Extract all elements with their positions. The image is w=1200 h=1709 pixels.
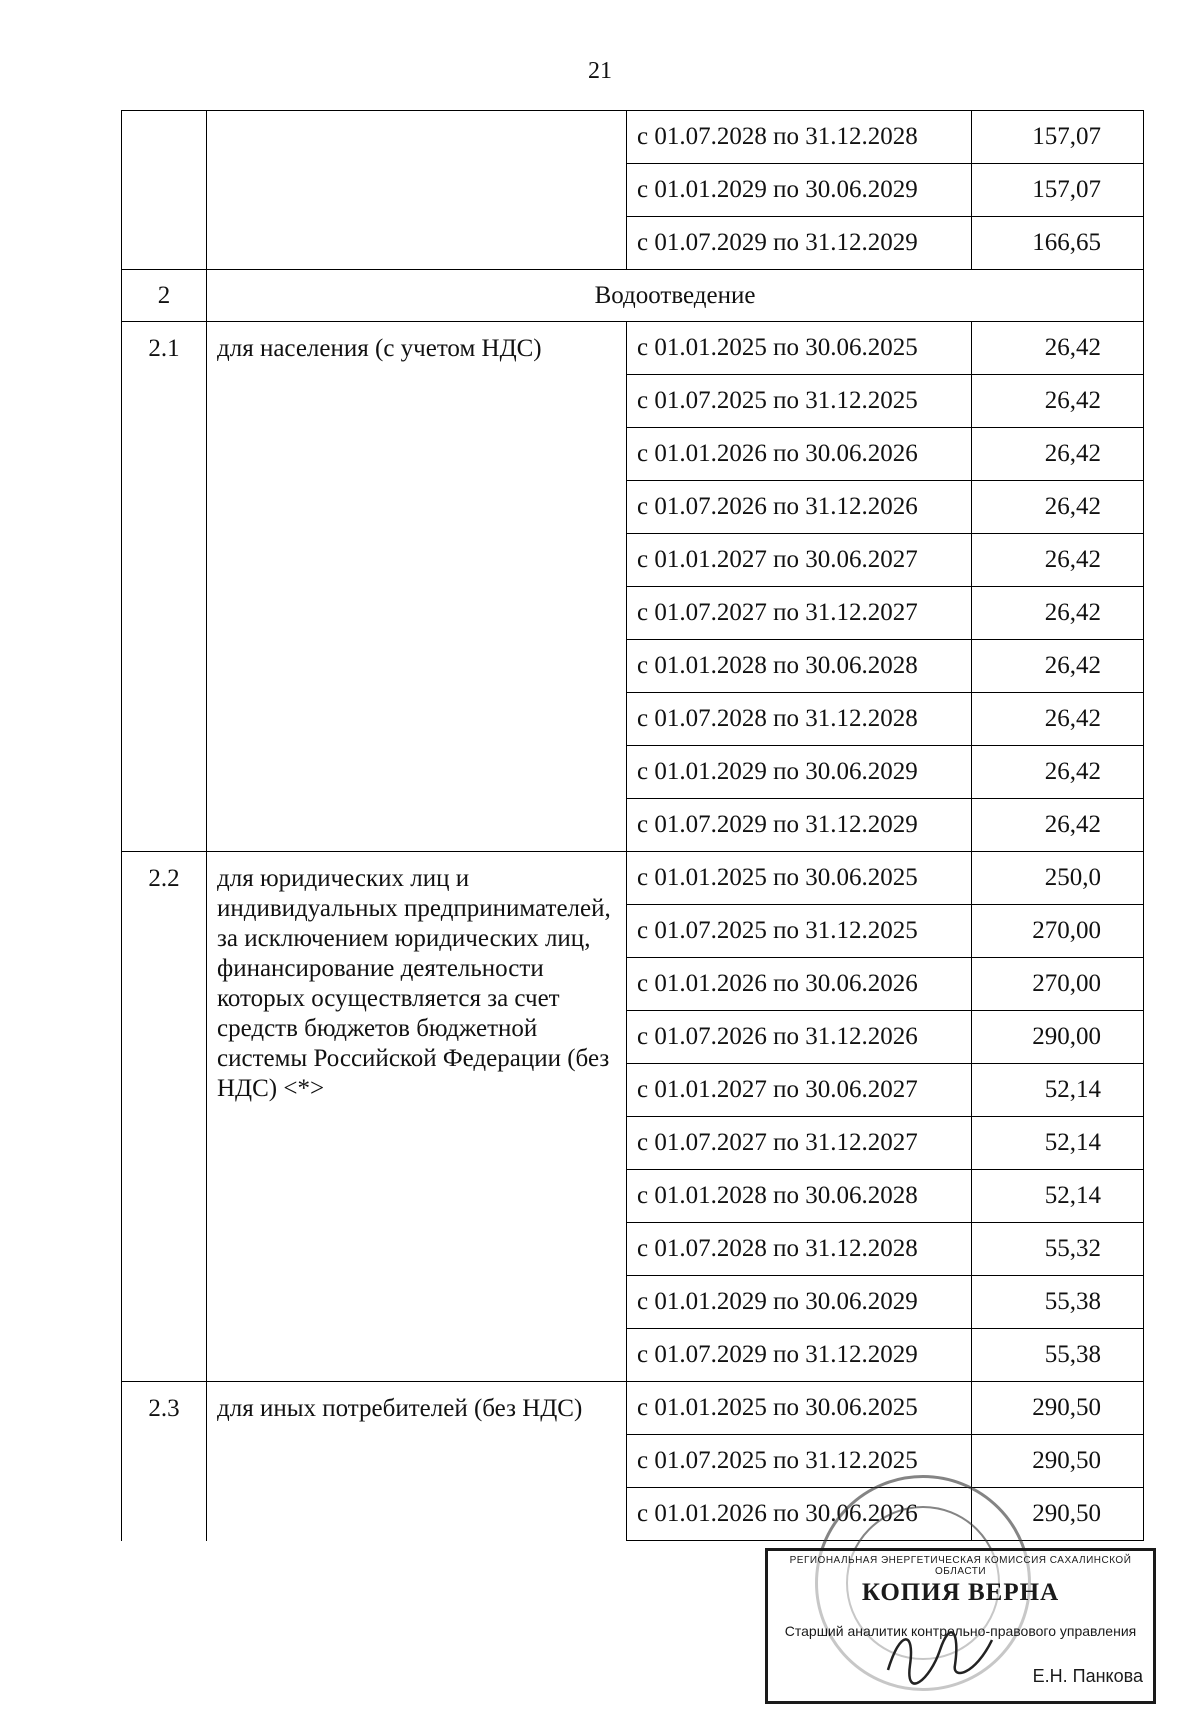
table-row — [122, 322, 1144, 375]
period-cell: с 01.01.2028 по 30.06.2028 — [627, 1170, 972, 1223]
period-cell: с 01.07.2025 по 31.12.2025 — [627, 905, 972, 958]
tariff-table — [121, 110, 1144, 1541]
tariff-value-cell: 270,00 — [972, 958, 1144, 1011]
consumer-cell — [207, 111, 627, 270]
stamp-position: Старший аналитик контрольно-правового управления — [784, 1623, 1137, 1639]
tariff-value-cell: 52,14 — [972, 1170, 1144, 1223]
section-title: Водоотведение — [207, 270, 1144, 322]
consumer-cell: для населения (с учетом НДС) — [207, 322, 627, 852]
period-cell: с 01.07.2028 по 31.12.2028 — [627, 693, 972, 746]
period-cell: с 01.07.2026 по 31.12.2026 — [627, 1011, 972, 1064]
tariff-value-cell: 26,42 — [972, 534, 1144, 587]
table-row — [122, 111, 1144, 164]
period-cell: с 01.07.2025 по 31.12.2025 — [627, 375, 972, 428]
period-cell: с 01.01.2028 по 30.06.2028 — [627, 640, 972, 693]
period-cell: с 01.01.2025 по 30.06.2025 — [627, 1382, 972, 1435]
period-cell: с 01.01.2025 по 30.06.2025 — [627, 852, 972, 905]
tariff-value-cell: 166,65 — [972, 217, 1144, 270]
period-cell: с 01.01.2025 по 30.06.2025 — [627, 322, 972, 375]
period-cell: с 01.07.2028 по 31.12.2028 — [627, 1223, 972, 1276]
tariff-value-cell: 26,42 — [972, 428, 1144, 481]
page-number: 21 — [588, 58, 612, 84]
tariff-value-cell: 250,0 — [972, 852, 1144, 905]
period-cell: с 01.01.2027 по 30.06.2027 — [627, 534, 972, 587]
period-cell: с 01.07.2027 по 31.12.2027 — [627, 587, 972, 640]
period-cell: с 01.01.2029 по 30.06.2029 — [627, 746, 972, 799]
row-number-cell: 2.1 — [122, 322, 207, 852]
period-cell: с 01.07.2028 по 31.12.2028 — [627, 111, 972, 164]
period-cell: с 01.07.2026 по 31.12.2026 — [627, 481, 972, 534]
tariff-value-cell: 26,42 — [972, 322, 1144, 375]
table-row — [122, 1382, 1144, 1435]
period-cell: с 01.01.2026 по 30.06.2026 — [627, 428, 972, 481]
consumer-cell: для иных потребителей (без НДС) — [207, 1382, 627, 1541]
tariff-value-cell: 290,50 — [972, 1382, 1144, 1435]
tariff-value-cell: 26,42 — [972, 746, 1144, 799]
section-number: 2 — [122, 270, 207, 322]
stamp-organization: РЕГИОНАЛЬНАЯ ЭНЕРГЕТИЧЕСКАЯ КОМИССИЯ САХАЛИНСКОЙ ОБЛАСТИ — [789, 1555, 1132, 1577]
tariff-value-cell: 26,42 — [972, 640, 1144, 693]
tariff-value-cell: 26,42 — [972, 375, 1144, 428]
tariff-value-cell: 157,07 — [972, 164, 1144, 217]
row-number-cell — [122, 111, 207, 270]
tariff-value-cell: 26,42 — [972, 693, 1144, 746]
period-cell: с 01.07.2029 по 31.12.2029 — [627, 217, 972, 270]
period-cell: с 01.07.2027 по 31.12.2027 — [627, 1117, 972, 1170]
tariff-value-cell: 55,38 — [972, 1329, 1144, 1382]
period-cell: с 01.01.2029 по 30.06.2029 — [627, 1276, 972, 1329]
tariff-value-cell: 270,00 — [972, 905, 1144, 958]
tariff-value-cell: 26,42 — [972, 799, 1144, 852]
period-cell: с 01.07.2025 по 31.12.2025 — [627, 1435, 972, 1488]
row-number-cell: 2.3 — [122, 1382, 207, 1541]
tariff-value-cell: 26,42 — [972, 587, 1144, 640]
table-row — [122, 852, 1144, 905]
row-number-cell: 2.2 — [122, 852, 207, 1382]
period-cell: с 01.07.2029 по 31.12.2029 — [627, 1329, 972, 1382]
section-row — [122, 270, 1144, 322]
tariff-value-cell: 52,14 — [972, 1117, 1144, 1170]
period-cell: с 01.01.2026 по 30.06.2026 — [627, 958, 972, 1011]
stamp-signatory-name: Е.Н. Панкова — [1032, 1666, 1143, 1686]
tariff-value-cell: 290,00 — [972, 1011, 1144, 1064]
tariff-value-cell: 26,42 — [972, 481, 1144, 534]
tariff-value-cell: 157,07 — [972, 111, 1144, 164]
tariff-value-cell: 52,14 — [972, 1064, 1144, 1117]
period-cell: с 01.01.2026 по 30.06.2026 — [627, 1488, 972, 1541]
tariff-value-cell: 290,50 — [972, 1488, 1144, 1541]
stamp-title: КОПИЯ ВЕРНА — [861, 1579, 1060, 1606]
period-cell: с 01.07.2029 по 31.12.2029 — [627, 799, 972, 852]
tariff-value-cell: 55,32 — [972, 1223, 1144, 1276]
consumer-cell: для юридических лиц и индивидуальных предпринимателей, за исключением юридических лиц, финансирование деятельности которых осуществляется за счет средств бюджетов бюджетной системы Российской Федерации (без НДС) <*> — [207, 852, 627, 1382]
tariff-value-cell: 290,50 — [972, 1435, 1144, 1488]
signature-icon — [880, 1620, 1000, 1690]
tariff-value-cell: 55,38 — [972, 1276, 1144, 1329]
period-cell: с 01.01.2029 по 30.06.2029 — [627, 164, 972, 217]
period-cell: с 01.01.2027 по 30.06.2027 — [627, 1064, 972, 1117]
